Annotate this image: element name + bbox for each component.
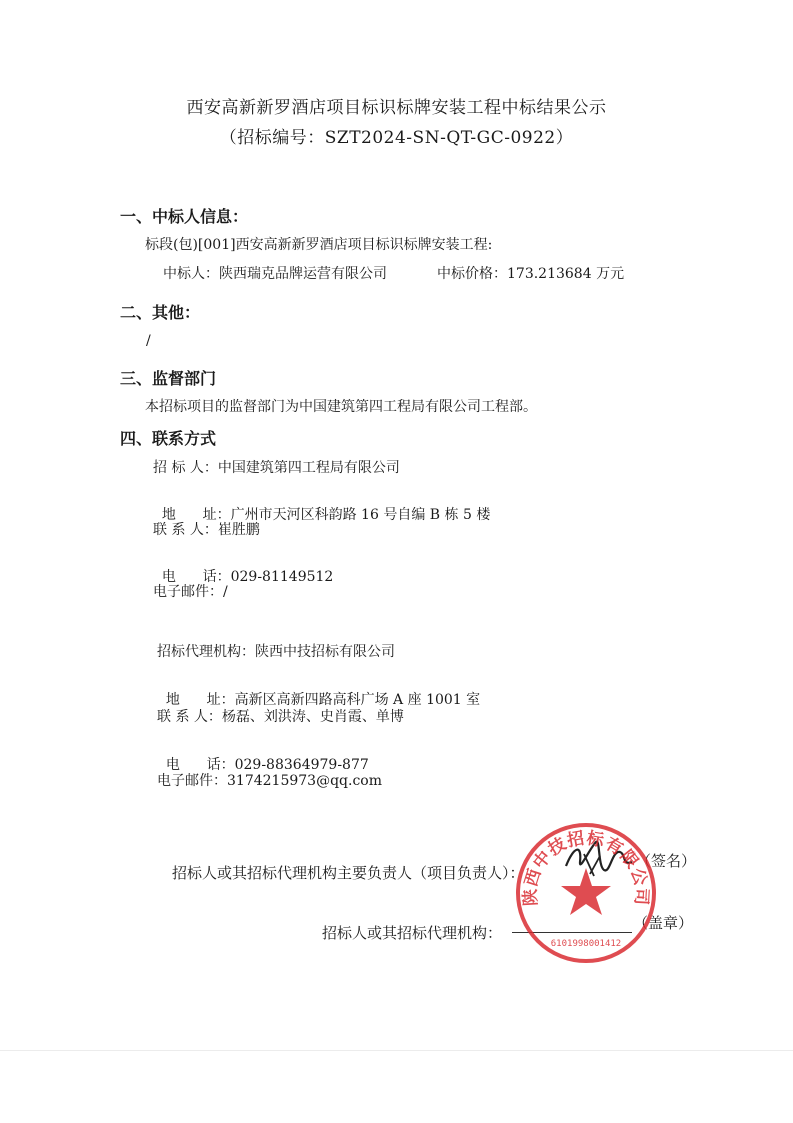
agency-phone-row [157,738,369,774]
winner-name: 陕西瑞克品牌运营有限公司 [219,266,387,282]
seal-text: 陕西中技招标有限公司 [520,828,652,907]
price-label: 中标价格： [437,266,507,282]
winner-line [163,263,387,283]
agency-email-label: 电子邮件： [157,773,227,789]
agency-phone-label: 电 话： [165,757,235,773]
agency-name-label: 招标代理机构： [157,644,255,660]
tenderer-address-label: 地 址： [161,507,231,523]
tenderer-email: / [223,584,228,600]
tenderer-contact: 崔胜鹏 [217,522,260,538]
signature-suffix: （签名） [636,852,697,870]
price-value: 173.213684 万元 [507,266,625,282]
agency-contact: 杨磊、刘洪涛、史肖霞、单博 [221,709,404,725]
stamp-suffix: （盖章） [633,914,694,932]
tenderer-contact-label: 联 系 人： [153,522,218,538]
signature-line: 招标人或其招标代理机构主要负责人（项目负责人）： [172,864,525,882]
tenderer-name: 中国建筑第四工程局有限公司 [217,460,400,476]
tender-number: （招标编号：SZT2024-SN-QT-GC-0922） [219,128,574,148]
tenderer-name-row [153,457,400,477]
other-content: / [146,333,151,349]
stamp-line: 招标人或其招标代理机构： [322,924,503,942]
company-seal [513,820,659,966]
tenderer-name-label: 招 标 人： [153,460,218,476]
section-1-heading: 一、中标人信息： [120,207,249,226]
agency-phone: 029-88364979-877 [234,757,369,773]
seal-number: 6101998001412 [550,939,622,949]
section-3-heading: 三、监督部门 [120,369,217,388]
scan-line [0,1050,793,1051]
page-title: 西安高新新罗酒店项目标识标牌安装工程中标结果公示 [186,98,607,118]
winner-label: 中标人： [163,266,219,282]
agency-address: 高新区高新四路高科广场 A 座 1001 室 [234,692,481,708]
price-line [437,263,624,283]
agency-contact-row [157,706,404,726]
tenderer-email-label: 电子邮件： [153,584,223,600]
tenderer-address: 广州市天河区科韵路 16 号自编 B 栋 5 楼 [230,507,491,523]
agency-name-row [157,641,395,661]
section-2-heading: 二、其他： [120,303,201,322]
section-4-heading: 四、联系方式 [120,429,217,448]
tenderer-contact-row [153,519,260,539]
tenderer-phone-label: 电 话： [161,569,231,585]
tenderer-phone: 029-81149512 [230,569,334,585]
agency-email: 3174215973@qq.com [227,773,382,789]
agency-name: 陕西中技招标有限公司 [255,644,395,660]
tenderer-email-row [153,581,228,601]
agency-address-row [157,673,480,709]
agency-email-row [157,770,382,790]
agency-address-label: 地 址： [165,692,235,708]
agency-contact-label: 联 系 人： [157,709,222,725]
lot-line: 标段(包)[001]西安高新新罗酒店项目标识标牌安装工程: [145,237,493,253]
supervision-content: 本招标项目的监督部门为中国建筑第四工程局有限公司工程部。 [145,399,537,415]
